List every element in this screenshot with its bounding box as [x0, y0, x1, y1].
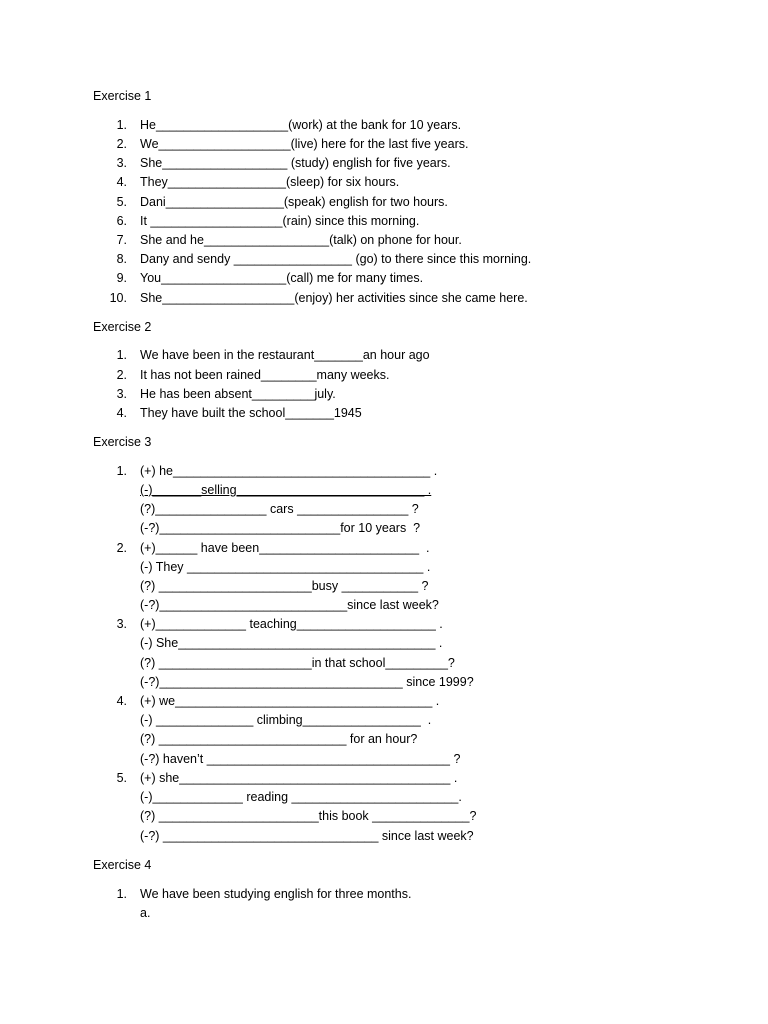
exercise-3-line: (-?)___________________________since last week? [140, 598, 439, 612]
exercise-4-item: We have been studying english for three months. [140, 887, 412, 901]
exercise-1-item: She___________________(enjoy) her activities since she came here. [140, 291, 528, 305]
item-number: 1. [116, 348, 127, 362]
exercise-3-line: (-?) _______________________________ since last week? [140, 829, 474, 843]
exercise-2-item: We have been in the restaurant_______an hour ago [140, 348, 430, 362]
exercise-1-item: Dany and sendy _________________ (go) to there since this morning. [140, 252, 532, 266]
item-number: 1. [116, 118, 127, 132]
exercise-2-title: Exercise 2 [93, 320, 152, 334]
exercise-1-title: Exercise 1 [93, 89, 152, 103]
item-number: 7. [116, 233, 127, 247]
item-number: 9. [116, 271, 127, 285]
exercise-3-line: (+) she_______________________________________ . [140, 771, 458, 785]
item-number: 6. [116, 214, 127, 228]
item-number: 3. [116, 387, 127, 401]
exercise-3-line: (?) _______________________this book ______________? [140, 809, 477, 823]
exercise-1-item: They_________________(sleep) for six hours. [140, 175, 400, 189]
exercise-2-item: It has not been rained________many weeks. [140, 368, 390, 382]
exercise-3-line: (?)________________ cars ________________ ? [140, 502, 419, 516]
item-number: 1. [116, 464, 127, 478]
exercise-3-line: (-)_______selling___________________________ . [140, 483, 432, 497]
exercise-3-line: (-) She_____________________________________ . [140, 636, 443, 650]
exercise-3-line: (-) They __________________________________ . [140, 560, 431, 574]
exercise-4-title: Exercise 4 [93, 858, 152, 872]
exercise-1-item: We___________________(live) here for the last five years. [140, 137, 469, 151]
exercise-3-line: (+) we_____________________________________ . [140, 694, 440, 708]
item-number: 4. [116, 694, 127, 708]
item-number: 3. [116, 617, 127, 631]
item-number: 8. [116, 252, 127, 266]
exercise-1-item: It ___________________(rain) since this morning. [140, 214, 420, 228]
item-number: 3. [116, 156, 127, 170]
item-number: 4. [116, 406, 127, 420]
exercise-3-line: (-) ______________ climbing_________________ . [140, 713, 432, 727]
item-number: 5. [116, 195, 127, 209]
exercise-3-line: (?) ______________________in that school_________? [140, 656, 455, 670]
exercise-3-line: (-?)___________________________________ since 1999? [140, 675, 474, 689]
exercise-1-item: She__________________ (study) english for five years. [140, 156, 451, 170]
exercise-3-line: (-)_____________ reading ________________________. [140, 790, 462, 804]
item-number: 2. [116, 541, 127, 555]
item-number: 2. [116, 137, 127, 151]
exercise-3-title: Exercise 3 [93, 435, 152, 449]
exercise-3-line: (?) ___________________________ for an hour? [140, 732, 418, 746]
exercise-2-item: He has been absent_________july. [140, 387, 336, 401]
exercise-3-line: (+)_____________ teaching____________________ . [140, 617, 443, 631]
exercise-1-item: Dani_________________(speak) english for two hours. [140, 195, 448, 209]
exercise-3-line: (-?)__________________________for 10 years ? [140, 521, 421, 535]
exercise-3-line: (-?) haven’t ___________________________________ ? [140, 752, 461, 766]
item-number: 2. [116, 368, 127, 382]
exercise-2-item: They have built the school_______1945 [140, 406, 362, 420]
item-number: 4. [116, 175, 127, 189]
item-number: 1. [116, 887, 127, 901]
exercise-3-line: (+) he_____________________________________ . [140, 464, 438, 478]
item-number: 10. [109, 291, 127, 305]
item-number: 5. [116, 771, 127, 785]
exercise-3-line: (?) ______________________busy ___________ ? [140, 579, 429, 593]
exercise-1-item: He___________________(work) at the bank for 10 years. [140, 118, 462, 132]
exercise-4-answer-label: a. [140, 906, 151, 920]
exercise-1-item: She and he__________________(talk) on phone for hour. [140, 233, 462, 247]
exercise-1-item: You__________________(call) me for many times. [140, 271, 424, 285]
exercise-3-line: (+)______ have been_______________________ . [140, 541, 430, 555]
